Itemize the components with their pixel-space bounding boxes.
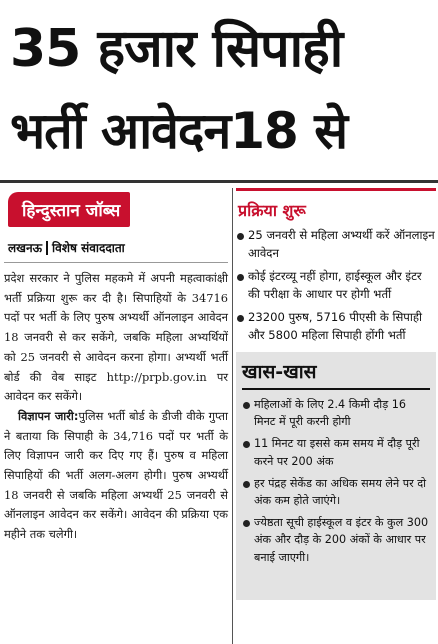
sidebar-column: [236, 188, 436, 644]
list-item: [236, 309, 436, 344]
bullet-icon: [243, 402, 250, 409]
brand-badge: हिन्दुस्तान जॉब्स: [8, 192, 130, 227]
list-item-text: 23200 पुरुष, 5716 पीएसी के सिपाही और 5800 महिला सिपाही होंगी भर्ती: [248, 310, 423, 342]
list-item: [236, 227, 436, 262]
column-divider: [232, 188, 233, 644]
headline: [0, 0, 438, 172]
bullet-icon: [243, 520, 250, 527]
byline: [8, 239, 228, 256]
bullet-icon: [237, 274, 244, 281]
list-item-text: ज्येष्ठता सूची हाईस्कूल व इंटर के कुल 300 अंक और दौड़ के 200 अंकों के आधार पर बनाई जाएगी।: [254, 516, 429, 564]
list-item: [242, 475, 430, 509]
headline-divider: [0, 180, 438, 183]
bullet-icon: [237, 315, 244, 322]
bullet-icon: [243, 481, 250, 488]
bullet-icon: [237, 233, 244, 240]
article-paragraph-2-text: पुलिस भर्ती बोर्ड के डीजी वीके गुप्ता ने बताया कि सिपाही के 34,716 पदों पर भर्ती के लिए विज्ञापन जारी कर दिए गए हैं। पुरुष व महिला सिपाहियों की भर्ती अलग-अलग होगी। पुरुष अभ्यर्थी 18 जनवरी से जबकि महिला अभ्यर्थी 25 जनवरी से ऑनलाइन आवेदन कर सकेंगे। आवेदन की प्रक्रिया एक महीने तक चलेगी।: [4, 408, 228, 542]
article-paragraph-1: प्रदेश सरकार ने पुलिस महकमे में अपनी महत्वाकांक्षी भर्ती प्रक्रिया शुरू कर दी है। सिपाहियों के 34716 पदों पर भर्ती के लिए पुरुष अभ्यर्थी ऑनलाइन आवेदन 18 जनवरी से कर सकेंगे, जबकि महिला अभ्यर्थियों को 25 जनवरी से आवेदन करना होगा। अभ्यर्थी भर्ती बोर्ड की वेब साइट http://prpb.gov.in पर आवेदन कर सकेंगे।: [4, 271, 228, 404]
headline-line-1: 35 हजार सिपाही: [10, 19, 343, 79]
bullet-icon: [243, 441, 250, 448]
process-title: प्रक्रिया शुरू: [236, 188, 436, 221]
list-item: [236, 268, 436, 303]
article-column: [4, 188, 228, 640]
list-item-text: कोई इंटरव्यू नहीं होगा, हाईस्कूल और इंटर की परीक्षा के आधार पर होगी भर्ती: [248, 269, 422, 301]
list-item-text: 11 मिनट या इससे कम समय में दौड़ पूरी करने पर 200 अंक: [254, 437, 420, 468]
list-item: [242, 435, 430, 469]
list-item-text: महिलाओं के लिए 2.4 किमी दौड़ 16 मिनट में पूरी करनी होगी: [254, 398, 406, 429]
process-list: [236, 227, 436, 344]
byline-author: विशेष संवाददाता: [52, 241, 125, 255]
highlights-title: खास-खास: [242, 358, 430, 390]
list-item: [242, 514, 430, 566]
list-item-text: हर पंद्रह सेकेंड का अधिक समय लेने पर दो अंक कम होते जाएंगे।: [254, 476, 427, 508]
article-body: [4, 269, 228, 545]
paragraph-lead-in: विज्ञापन जारी:: [18, 408, 79, 423]
article-paragraph-2: [4, 407, 228, 545]
headline-line-2: भर्ती आवेदन18 से: [10, 102, 347, 160]
byline-place: लखनऊ: [8, 241, 43, 255]
highlights-list: [242, 396, 430, 566]
highlights-box: [236, 352, 436, 600]
byline-separator: [46, 241, 48, 255]
byline-divider: [4, 262, 228, 263]
list-item: [242, 396, 430, 430]
list-item-text: 25 जनवरी से महिला अभ्यर्थी करें ऑनलाइन आवेदन: [248, 228, 435, 260]
